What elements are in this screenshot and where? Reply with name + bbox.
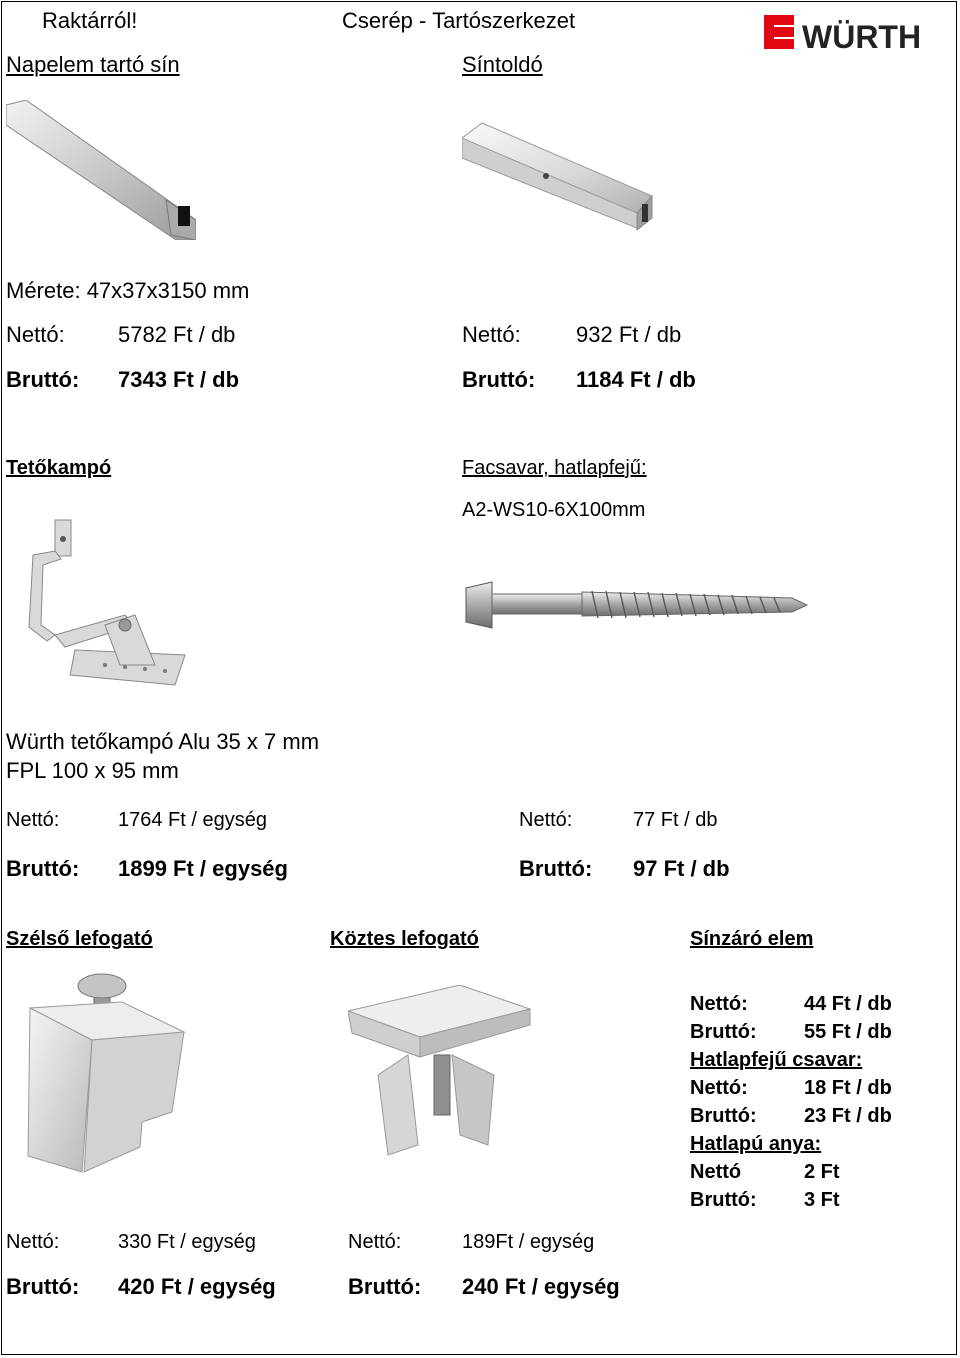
joint-title: Síntoldó: [462, 52, 543, 77]
roof-hook-image: [25, 515, 195, 695]
end-cap-net-label: Nettó:: [690, 993, 748, 1015]
end-cap-gross-value: 55 Ft / db: [804, 1021, 892, 1043]
mid-clamp-image: [348, 985, 533, 1157]
brand-logo-text: WÜRTH: [802, 19, 922, 55]
bolt-gross-value: 23 Ft / db: [804, 1105, 892, 1127]
end-cap-gross-label: Bruttó:: [690, 1021, 757, 1043]
joint-gross-label: Bruttó:: [462, 367, 536, 392]
end-clamp-gross-value: 420 Ft / egység: [118, 1274, 276, 1299]
screw-net-value: 77 Ft / db: [633, 809, 718, 831]
hook-title: Tetőkampó: [6, 457, 112, 479]
bolt-net-label: Nettó:: [690, 1077, 748, 1099]
bolt-title: Hatlapfejű csavar:: [690, 1049, 863, 1071]
joint-net-value: 932 Ft / db: [576, 322, 682, 347]
rail-net-label: Nettó:: [6, 322, 65, 347]
rail-title: Napelem tartó sín: [6, 52, 180, 77]
rail-gross-label: Bruttó:: [6, 367, 80, 392]
hook-desc-1: Würth tetőkampó Alu 35 x 7 mm: [6, 729, 320, 754]
rail-size: Mérete: 47x37x3150 mm: [6, 278, 250, 303]
end-clamp-net-label: Nettó:: [6, 1231, 60, 1253]
joint-gross-value: 1184 Ft / db: [576, 367, 696, 392]
nut-gross-value: 3 Ft: [804, 1189, 840, 1211]
bolt-gross-label: Bruttó:: [690, 1105, 757, 1127]
screw-gross-label: Bruttó:: [519, 856, 593, 881]
wurth-logo: [760, 12, 955, 56]
mid-clamp-net-value: 189Ft / egység: [462, 1231, 595, 1253]
nut-gross-label: Bruttó:: [690, 1189, 757, 1211]
end-clamp-gross-label: Bruttó:: [6, 1274, 80, 1299]
end-clamp-net-value: 330 Ft / egység: [118, 1231, 256, 1253]
joint-image: [462, 118, 657, 236]
hook-gross-label: Bruttó:: [6, 856, 80, 881]
nut-title: Hatlapú anya:: [690, 1133, 822, 1155]
screw-title: Facsavar, hatlapfejű:: [462, 457, 647, 479]
raktar-label: Raktárról!: [42, 8, 138, 33]
hook-desc-2: FPL 100 x 95 mm: [6, 758, 179, 783]
bolt-net-value: 18 Ft / db: [804, 1077, 892, 1099]
mid-clamp-title: Köztes lefogató: [330, 928, 479, 950]
hook-gross-value: 1899 Ft / egység: [118, 856, 288, 881]
mid-clamp-net-label: Nettó:: [348, 1231, 402, 1253]
nut-net-value: 2 Ft: [804, 1161, 840, 1183]
screw-net-label: Nettó:: [519, 809, 573, 831]
end-cap-net-value: 44 Ft / db: [804, 993, 892, 1015]
page-title: Cserép - Tartószerkezet: [342, 8, 576, 33]
hook-net-value: 1764 Ft / egység: [118, 809, 267, 831]
screw-gross-value: 97 Ft / db: [633, 856, 730, 881]
screw-image: [462, 578, 812, 634]
hook-net-label: Nettó:: [6, 809, 60, 831]
rail-gross-value: 7343 Ft / db: [118, 367, 240, 392]
mid-clamp-gross-value: 240 Ft / egység: [462, 1274, 620, 1299]
nut-net-label: Nettó: [690, 1161, 742, 1183]
mid-clamp-gross-label: Bruttó:: [348, 1274, 422, 1299]
rail-net-value: 5782 Ft / db: [118, 322, 236, 347]
rail-image: [6, 100, 196, 240]
end-clamp-image: [22, 972, 192, 1182]
screw-code: A2-WS10-6X100mm: [462, 499, 646, 521]
joint-net-label: Nettó:: [462, 322, 521, 347]
end-cap-title: Sínzáró elem: [690, 928, 814, 950]
end-clamp-title: Szélső lefogató: [6, 928, 153, 950]
